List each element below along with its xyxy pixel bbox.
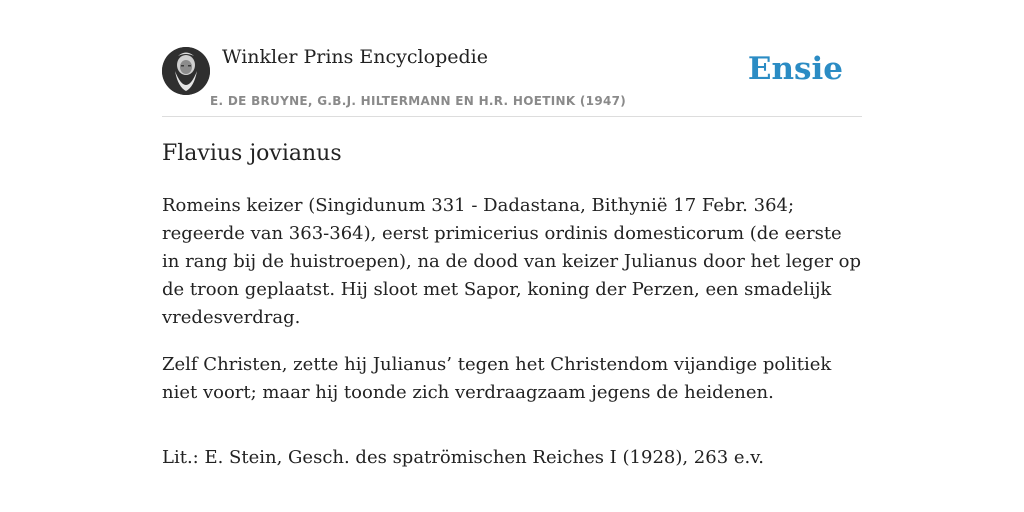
article-paragraph: Romeins keizer (Singidunum 331 - Dadastana, Bithynië 17 Febr. 364; regeerde van 363-364), eerst primicerius ordinis domesticorum (de eerste in rang bij de huistroepen), na de dood van keizer Julianus door het leger op de troon geplaatst. Hij sloot met Sapor, koning der Perzen, een smadelijk vredesverdrag. — [162, 195, 862, 328]
bearded-man-portrait-icon — [162, 47, 210, 95]
avatar[interactable] — [162, 47, 210, 95]
header — [162, 0, 862, 117]
article-paragraph: Zelf Christen, zette hij Julianus’ tegen het Christendom vijandige politiek niet voort; maar hij toonde zich verdraagzaam jegens de heidenen. — [162, 354, 832, 403]
site-subtitle: E. DE BRUYNE, G.B.J. HILTERMANN EN H.R. HOETINK (1947) — [210, 94, 627, 108]
article-title: Flavius jovianus — [162, 141, 342, 166]
brand-logo-link[interactable]: Ensie — [747, 51, 843, 87]
page — [162, 0, 862, 468]
literature-reference: Lit.: E. Stein, Gesch. des spatrömischen Reiches I (1928), 263 e.v. — [162, 447, 765, 468]
site-title[interactable]: Winkler Prins Encyclopedie — [222, 46, 488, 68]
article-body — [162, 192, 862, 491]
